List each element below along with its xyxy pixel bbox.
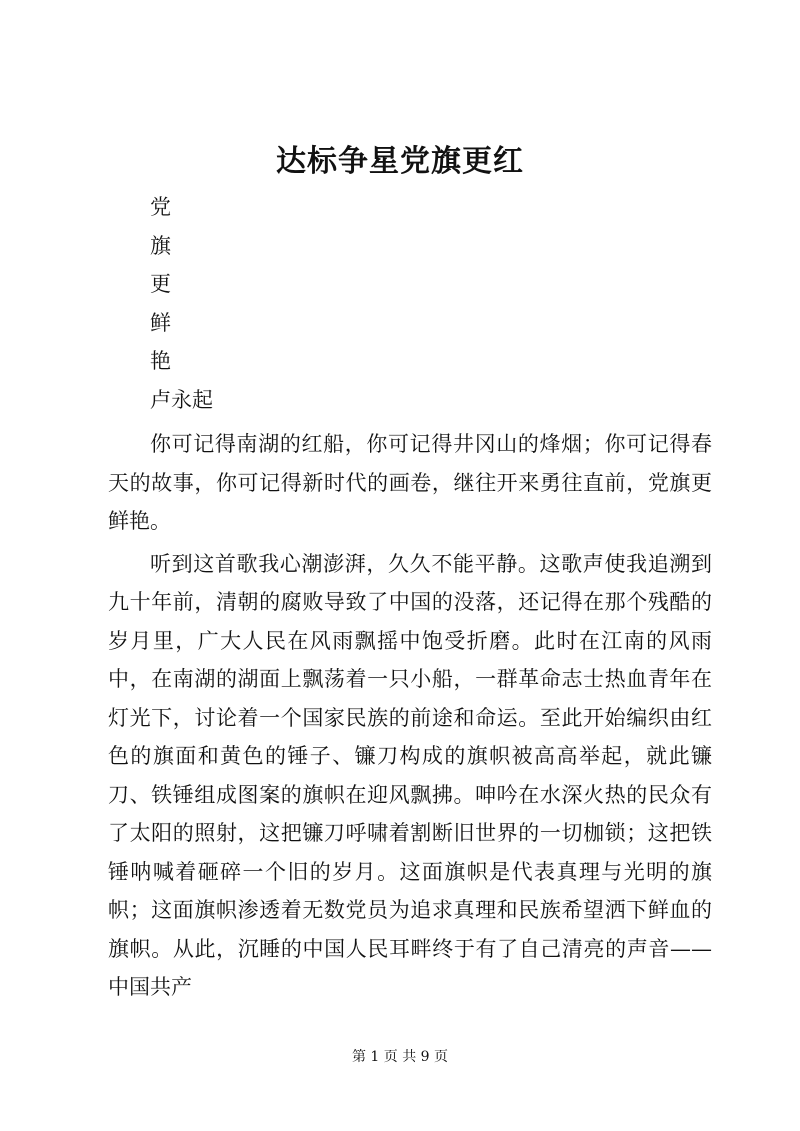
vertical-line: 党 bbox=[150, 195, 171, 219]
vertical-line: 鲜 bbox=[150, 310, 171, 335]
vertical-lines bbox=[150, 188, 213, 420]
vertical-line: 艳 bbox=[150, 349, 171, 374]
paragraph: 听到这首歌我心潮澎湃，久久不能平静。这歌声使我追溯到九十年前，清朝的腐败导致了中国的没落，还记得在那个残酷的岁月里，广大人民在风雨飘摇中饱受折磨。此时在江南的风雨中，在南湖的湖面上飘荡着一只小船，一群革命志士热血青年在灯光下，讨论着一个国家民族的前途和命运。至此开始编织由红色的旗面和黄色的锤子、镰刀构成的旗帜被高高举起，就此镰刀、铁锤组成图案的旗帜在迎风飘拂。呻吟在水深火热的民众有了太阳的照射，这把镰刀呼啸着割断旧世界的一切枷锁；这把铁锤呐喊着砸碎一个旧的岁月。这面旗帜是代表真理与光明的旗帜；这面旗帜渗透着无数党员为追求真理和民族希望洒下鲜血的旗帜。从此，沉睡的中国人民耳畔终于有了自己清亮的声音——中国共产 bbox=[108, 551, 712, 999]
page-footer: 第 1 页 共 9 页 bbox=[351, 1049, 449, 1065]
author-name: 卢永起 bbox=[150, 387, 213, 412]
document-title: 达标争星党旗更红 bbox=[276, 144, 524, 179]
paragraph: 你可记得南湖的红船，你可记得井冈山的烽烟；你可记得春天的故事，你可记得新时代的画卷，继往开来勇往直前，党旗更鲜艳。 bbox=[108, 432, 712, 533]
body-text bbox=[108, 425, 712, 1007]
vertical-line: 更 bbox=[150, 272, 171, 297]
vertical-line: 旗 bbox=[150, 233, 171, 258]
